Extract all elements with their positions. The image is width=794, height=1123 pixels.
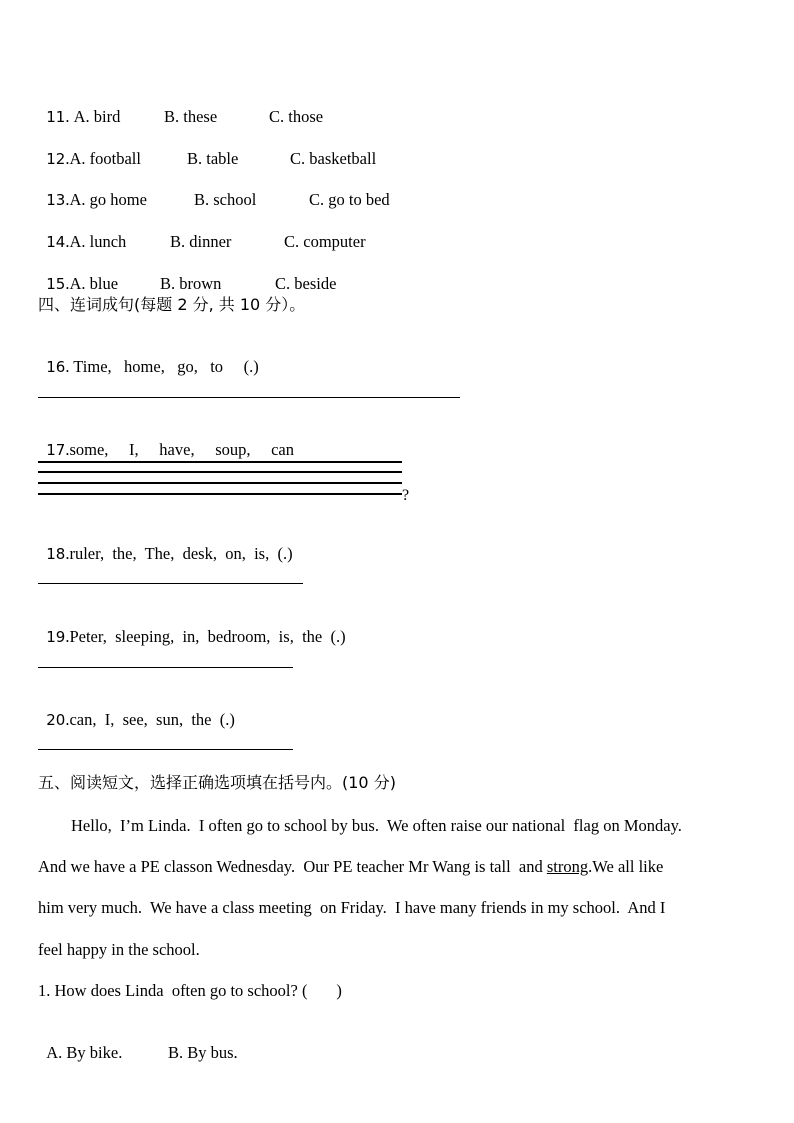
question-19 — [38, 607, 346, 647]
question-number: 11 — [46, 108, 66, 126]
question-separator: . — [65, 232, 70, 251]
question-number: 17 — [46, 441, 66, 459]
answer-line[interactable] — [38, 471, 402, 473]
reading-question-1: 1. How does Linda often go to school? ( ) — [38, 981, 342, 1000]
option-a: A. football — [69, 149, 141, 168]
question-separator: . — [65, 274, 70, 293]
question-separator: . — [65, 107, 74, 126]
underlined-word: strong — [546, 857, 589, 876]
passage-line-1: Hello, I’m Linda. I often go to school by bus. We often raise our national flag on Monday. — [38, 816, 682, 835]
passage-text: .We all like — [588, 857, 664, 876]
passage-line-4: feel happy in the school. — [38, 940, 200, 959]
option-a: A. blue — [69, 274, 119, 293]
question-text: .some, I, have, soup, can — [65, 440, 295, 459]
question-11 — [38, 87, 324, 127]
option-c: C. basketball — [290, 149, 377, 168]
question-14 — [38, 212, 366, 252]
question-text: .Peter, sleeping, in, bedroom, is, the (.) — [65, 627, 346, 646]
question-15 — [38, 254, 337, 294]
passage-line-3: him very much. We have a class meeting on Friday. I have many friends in my school. And I — [38, 898, 666, 917]
answer-line[interactable] — [38, 667, 293, 668]
question-number: 12 — [46, 150, 66, 168]
section-5-title: 五、阅读短文，选择正确选项填在括号内。(10 分) — [38, 773, 396, 792]
option-a: A. By bike. — [46, 1043, 123, 1062]
option-b: B. school — [194, 190, 257, 209]
question-13 — [38, 170, 390, 210]
answer-line[interactable] — [38, 397, 460, 398]
passage-text: And we have a PE classon Wednesday. Our PE teacher Mr Wang is tall and — [38, 857, 547, 876]
question-number: 14 — [46, 233, 66, 251]
question-text: . Time, home, go, to (.) — [65, 357, 259, 376]
answer-line[interactable] — [38, 583, 303, 584]
reading-question-1-options — [38, 1023, 238, 1063]
option-c: C. go to bed — [309, 190, 390, 209]
answer-line[interactable] — [38, 749, 293, 750]
option-a: A. lunch — [69, 232, 127, 251]
question-separator: . — [65, 149, 70, 168]
passage-line-2 — [38, 857, 762, 877]
question-text: .ruler, the, The, desk, on, is, (.) — [65, 544, 293, 563]
question-number: 20 — [46, 711, 66, 729]
option-c: C. beside — [275, 274, 337, 293]
question-number: 18 — [46, 545, 66, 563]
option-c: C. computer — [284, 232, 366, 251]
question-text: .can, I, see, sun, the (.) — [65, 710, 235, 729]
section-4-title: 四、连词成句(每题 2 分, 共 10 分）。 — [38, 295, 306, 314]
question-20 — [38, 690, 235, 730]
question-number: 16 — [46, 358, 66, 376]
question-mark: ? — [402, 487, 410, 504]
option-b: B. dinner — [170, 232, 232, 251]
answer-line[interactable] — [38, 461, 402, 463]
question-number: 15 — [46, 275, 66, 293]
option-b: B. these — [164, 107, 218, 126]
question-number: 19 — [46, 628, 66, 646]
option-a: A. go home — [69, 190, 147, 209]
option-b: B. brown — [160, 274, 222, 293]
option-b: B. table — [187, 149, 239, 168]
answer-line[interactable] — [38, 482, 402, 484]
question-17 — [38, 420, 294, 460]
option-c: C. those — [269, 107, 324, 126]
question-16 — [38, 337, 259, 377]
answer-line[interactable] — [38, 493, 402, 495]
question-12 — [38, 129, 377, 169]
option-a: A. bird — [73, 107, 121, 126]
option-b: B. By bus. — [168, 1043, 238, 1062]
question-number: 13 — [46, 191, 66, 209]
question-18 — [38, 524, 293, 564]
question-separator: . — [65, 190, 70, 209]
